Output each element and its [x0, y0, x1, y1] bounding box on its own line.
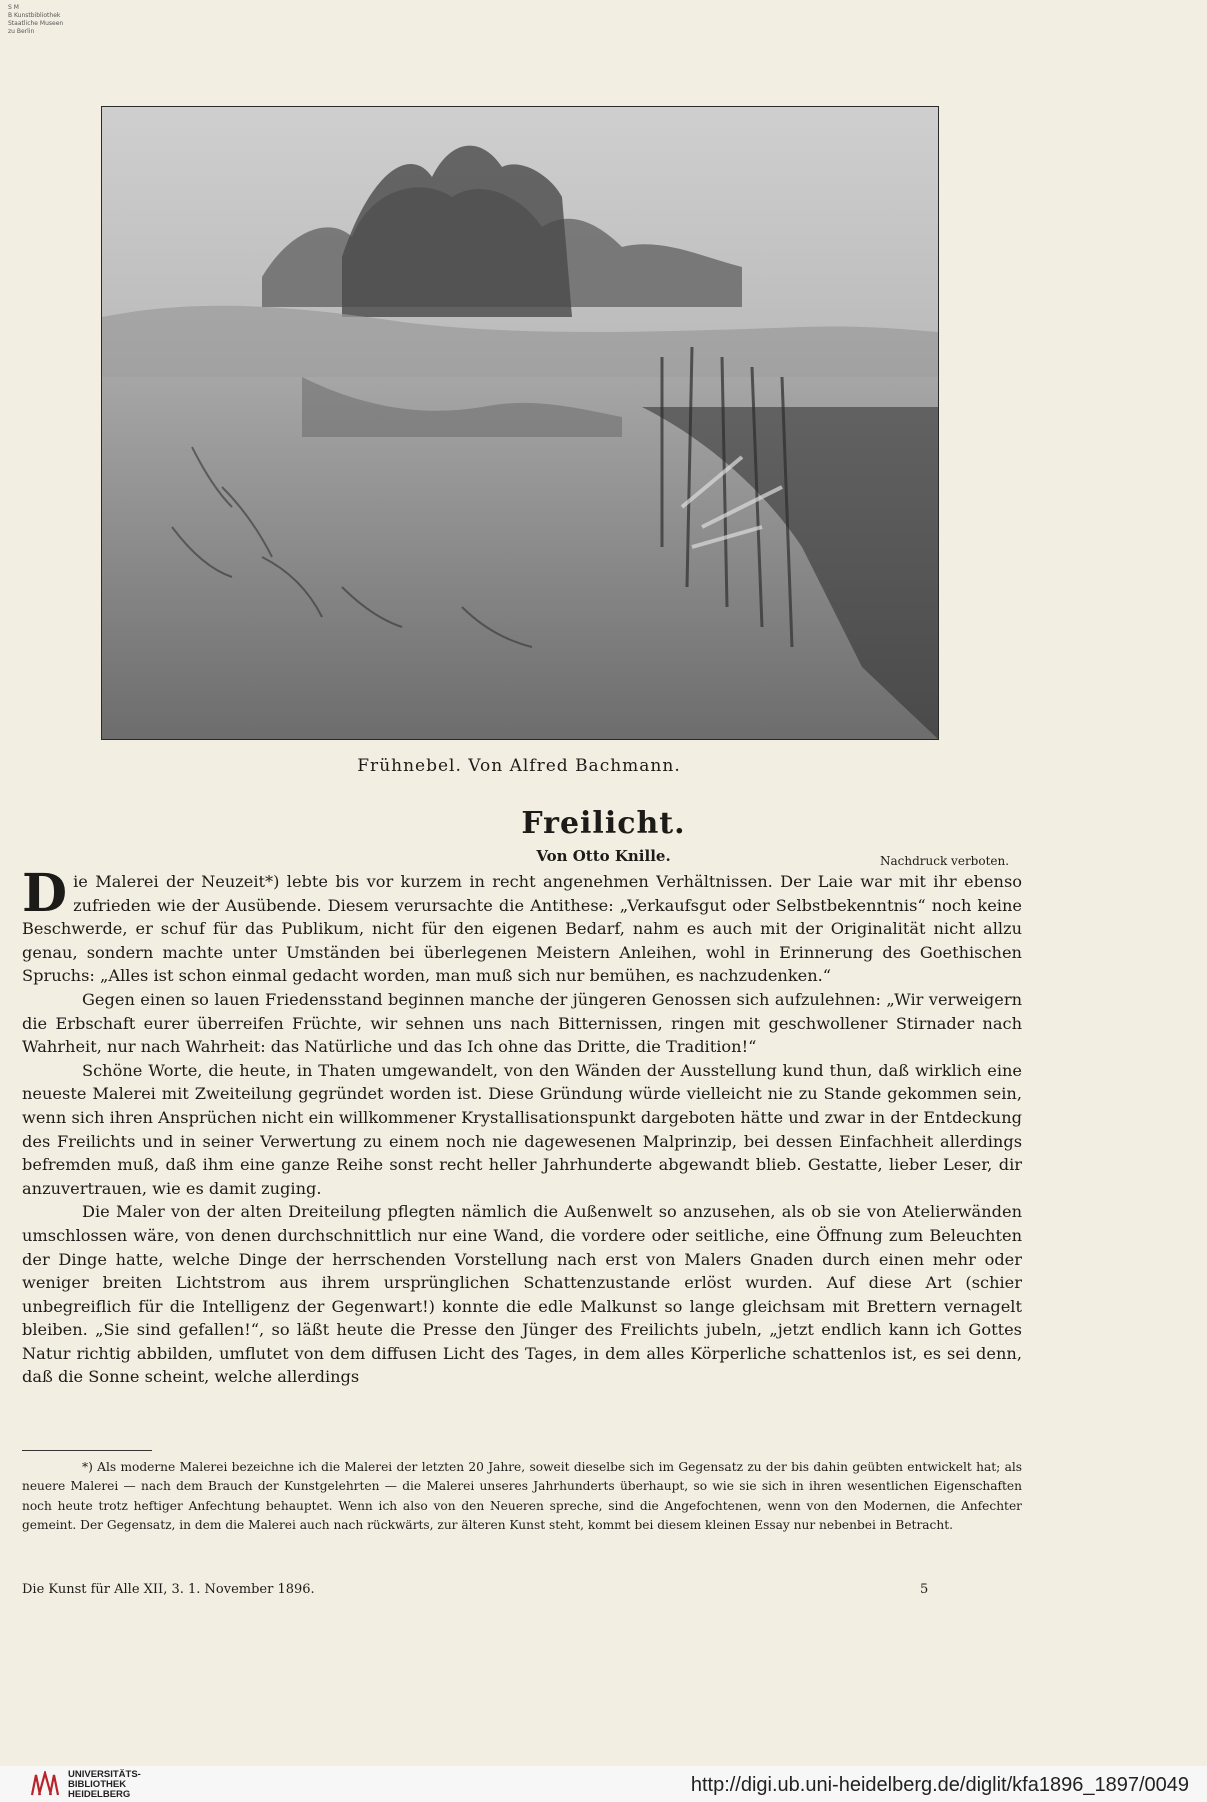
- image-caption: Frühnebel. Von Alfred Bachmann.: [357, 756, 681, 776]
- footnote-divider: [22, 1450, 152, 1451]
- page-footer: [22, 1582, 1022, 1597]
- digital-object-link[interactable]: http://digi.ub.uni-heidelberg.de/diglit/kfa1896_1897/0049: [690, 1774, 1189, 1796]
- library-bar: [0, 1766, 1207, 1802]
- stamp-line: B Kunstbibliothek: [8, 12, 61, 19]
- paragraph: Schöne Worte, die heute, in Thaten umgewandelt, von den Wänden der Ausstellung kund thun, daß wirklich eine neueste Malerei mit Zweiteilung gegründet worden ist. Diese Gründung würde vielleicht nie zu Stande gekommen sein, wenn sich ihren Ansprüchen nicht ein willkommener Krystallisationspunkt dargeboten hätte und zwar in der Entdeckung des Freilichts und in seiner Verwertung zu einem noch nie dagewesenen Malprinzip, bei dessen Einfachheit allerdings befremden muß, daß ihm eine ganze Reihe sonst recht heller Jahrhunderte abgewandt blieb. Gestatte, lieber Leser, dir anzuvertrauen, wie es damit zuging.: [22, 1060, 1022, 1198]
- university-logo-icon: [30, 1771, 60, 1797]
- reprint-notice: Nachdruck verboten.: [880, 854, 1010, 868]
- page-number: 5: [920, 1582, 929, 1597]
- journal-reference: Die Kunst für Alle XII, 3. 1. November 1896.: [22, 1582, 315, 1597]
- article-body: [22, 863, 1022, 1389]
- library-name: [68, 1770, 141, 1800]
- landscape-photo: [101, 106, 939, 740]
- landscape-photo-icon: [102, 107, 938, 739]
- library-stamp: [8, 4, 63, 36]
- paragraph: Gegen einen so lauen Friedensstand beginnen manche der jüngeren Genossen sich aufzulehnen: „Wir verweigern die Erbschaft eurer überreifen Früchte, wir sehnen uns nach Bitternissen, ringen mit geschwollener Stirnader nach Wahrheit, nur nach Wahrheit: das Natürliche und das Ich ohne das Dritte, die Tradition!“: [22, 989, 1022, 1057]
- stamp-line: zu Berlin: [8, 28, 35, 35]
- library-name-line: UNIVERSITÄTS-: [68, 1769, 141, 1780]
- article-title: Freilicht.: [521, 806, 686, 841]
- stamp-line: Staatliche Museen: [8, 20, 64, 27]
- paragraph: Die Maler von der alten Dreiteilung pflegten nämlich die Außenwelt so anzusehen, als ob sie von Atelierwänden umschlossen wäre, von denen durchschnittlich nur eine Wand, die vordere oder seitliche, eine Öffnung zum Beleuchten der Dinge hatte, welche Dinge der herrschenden Vorstellung nach erst von Malers Gnaden durch einen mehr oder weniger breiten Lichtstrom aus ihrem ursprünglichen Schattenzustande erlöst wurden. Auf diese Art (schier unbegreiflich für die Intelligenz der Gegenwart!) konnte die edle Malkunst so lange gleichsam mit Brettern vernagelt bleiben. „Sie sind gefallen!“, so läßt heute die Presse den Jünger des Freilichts jubeln, „jetzt endlich kann ich Gottes Natur richtig abbilden, umflutet von dem diffusen Licht des Tages, in dem alles Körperliche schattenlos ist, es sei denn, daß die Sonne scheint, welche allerdings: [22, 1202, 1022, 1387]
- footnote: [22, 1458, 1022, 1536]
- paragraph-text: ie Malerei der Neuzeit*) lebte bis vor kurzem in recht angenehmen Verhältnissen. Der Laie war mit ihr ebenso zufrieden wie der Ausübende. Diesem verursachte die Antithese: „Verkaufsgut oder Selbstbekenntnis“ noch keine Beschwerde, er schuf für das Publikum, nicht für den eigenen Bedarf, nahm es auch mit der Originalität nicht allzu genau, sondern machte unter Umständen bei überlegenen Meistern Anleihen, wohl in Erinnerung des Goethischen Spruchs: „Alles ist schon einmal gedacht worden, man muß sich nur bemühen, es nachzudenken.“: [22, 872, 1022, 986]
- paragraph: [22, 863, 1022, 988]
- footnote-text: *) Als moderne Malerei bezeichne ich die Malerei der letzten 20 Jahre, soweit dieselbe sich im Gegensatz zu der bis dahin geübten entwickelt hat; als neuere Malerei — nach dem Brauch der Kunstgelehrten — die Malerei unseres Jahrhunderts überhaupt, so wie sie sich in ihren wesentlichen Eigenschaften noch heute trotz heftiger Anfechtung behauptet. Wenn ich also von den Neueren spreche, sind die Angefochtenen, wenn von den Modernen, die Anfechter gemeint. Der Gegensatz, in dem die Malerei auch nach rückwärts, zur älteren Kunst steht, kommt bei diesem kleinen Essay nur nebenbei in Betracht.: [22, 1460, 1022, 1533]
- article-author: Von Otto Knille.: [536, 847, 671, 865]
- drop-cap: D: [22, 863, 68, 924]
- library-name-line: BIBLIOTHEK: [68, 1779, 127, 1790]
- library-name-line: HEIDELBERG: [68, 1789, 131, 1800]
- stamp-line: S M: [8, 4, 19, 11]
